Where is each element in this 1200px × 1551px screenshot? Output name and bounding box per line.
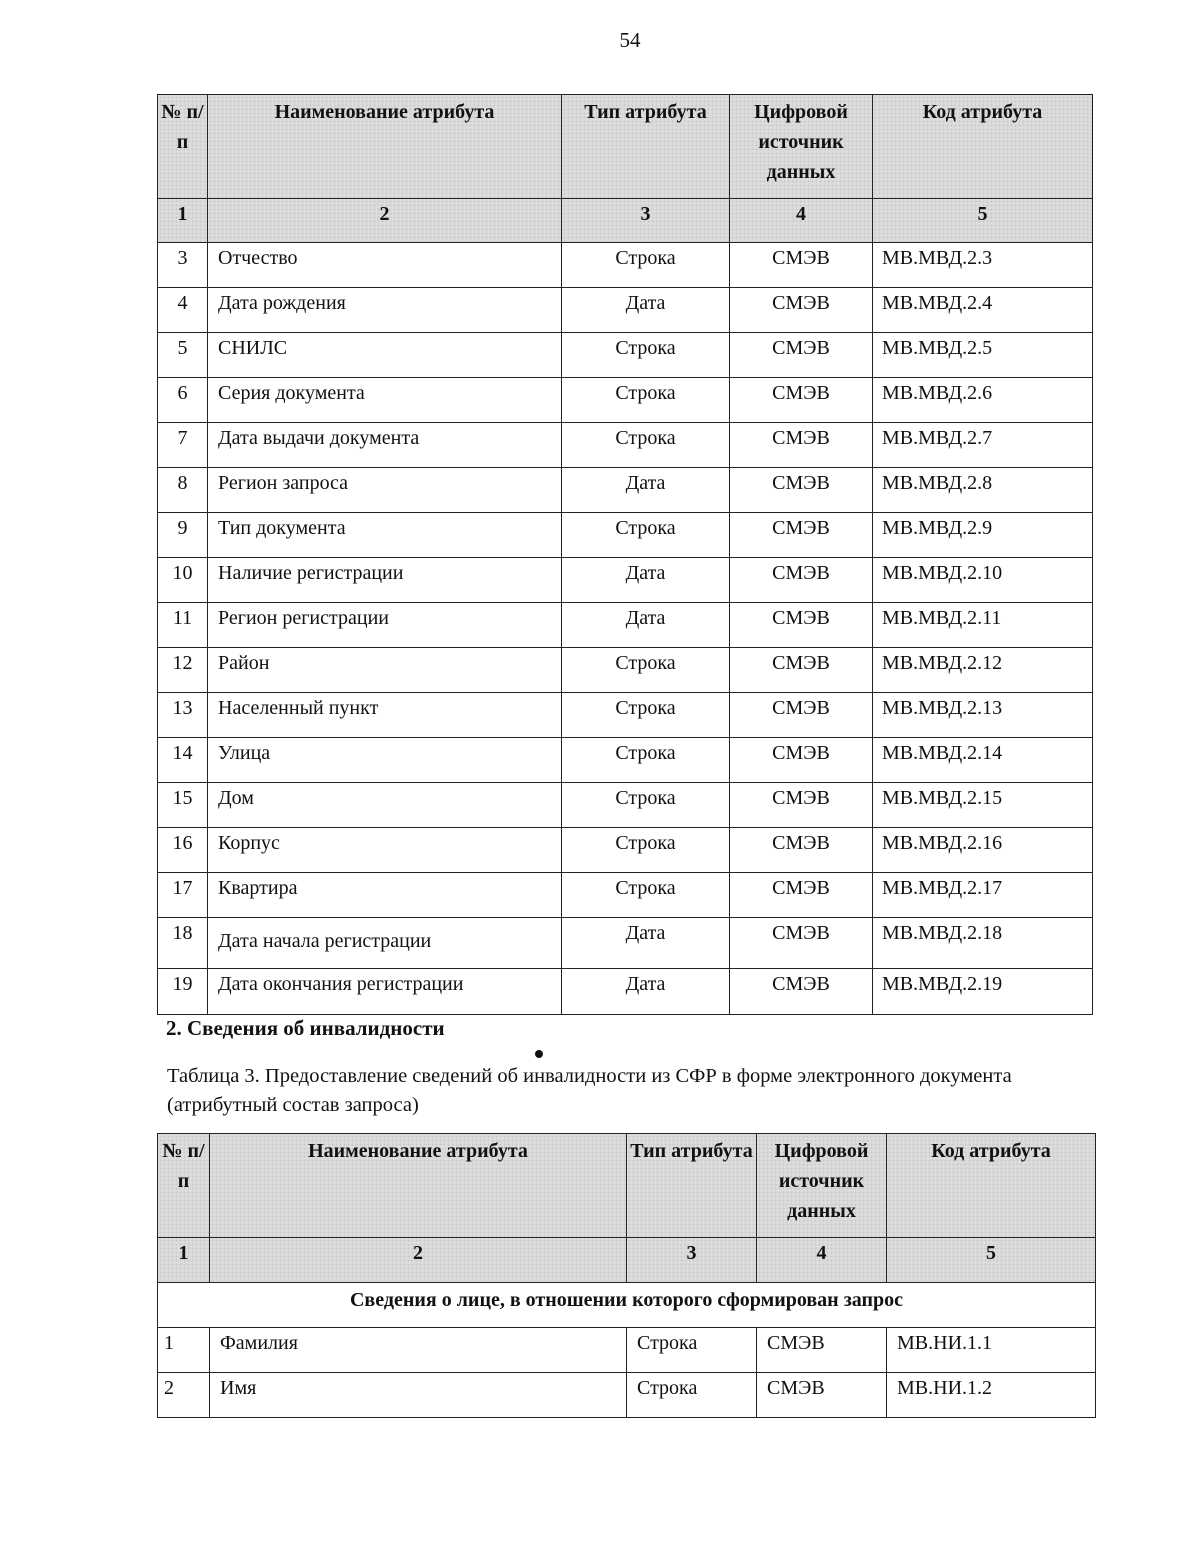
table-row: [158, 693, 1093, 738]
header-data-source: Цифровой источник данных: [757, 1134, 887, 1238]
row-number: 15: [158, 783, 208, 828]
section-heading: 2. Сведения об инвалидности: [166, 1016, 445, 1040]
data-source: СМЭВ: [730, 603, 873, 648]
header-number: № п/п: [158, 95, 208, 199]
row-number: 12: [158, 648, 208, 693]
column-number: 2: [210, 1238, 627, 1283]
attribute-code: МВ.НИ.1.1: [887, 1328, 1096, 1373]
attributes-table-mvd: [157, 94, 1093, 1015]
row-number: 6: [158, 378, 208, 423]
attribute-type: Строка: [562, 423, 730, 468]
attribute-type: Дата: [562, 603, 730, 648]
table-subheading: Сведения о лице, в отношении которого сформирован запрос: [158, 1283, 1096, 1328]
data-source: СМЭВ: [730, 423, 873, 468]
attribute-name: Наличие регистрации: [208, 558, 562, 603]
attribute-name: Дата окончания регистрации: [208, 969, 562, 1015]
column-number: 1: [158, 199, 208, 243]
data-source: СМЭВ: [730, 783, 873, 828]
row-number: 16: [158, 828, 208, 873]
table-row: [158, 738, 1093, 783]
attribute-code: МВ.НИ.1.2: [887, 1373, 1096, 1418]
attribute-name: Дата выдачи документа: [208, 423, 562, 468]
data-source: СМЭВ: [730, 243, 873, 288]
row-number: 11: [158, 603, 208, 648]
row-number: 3: [158, 243, 208, 288]
table-row: [158, 243, 1093, 288]
attribute-code: МВ.МВД.2.7: [873, 423, 1093, 468]
attribute-code: МВ.МВД.2.16: [873, 828, 1093, 873]
attribute-type: Дата: [562, 468, 730, 513]
column-number: 2: [208, 199, 562, 243]
attribute-name: Дата рождения: [208, 288, 562, 333]
table-row: [158, 918, 1093, 969]
attribute-type: Строка: [627, 1373, 757, 1418]
attribute-type: Строка: [562, 378, 730, 423]
header-number: № п/п: [158, 1134, 210, 1238]
row-number: 8: [158, 468, 208, 513]
data-source: СМЭВ: [730, 969, 873, 1015]
attribute-code: МВ.МВД.2.10: [873, 558, 1093, 603]
attribute-type: Дата: [562, 288, 730, 333]
column-number: 4: [757, 1238, 887, 1283]
column-number-row: [158, 199, 1093, 243]
table-subheading-row: [158, 1283, 1096, 1328]
column-number: 5: [873, 199, 1093, 243]
header-attribute-code: Код атрибута: [887, 1134, 1096, 1238]
stray-dot-mark: [535, 1050, 543, 1058]
table-row: [158, 1373, 1096, 1418]
attribute-name: Тип документа: [208, 513, 562, 558]
table-row: [158, 468, 1093, 513]
row-number: 14: [158, 738, 208, 783]
table-row: [158, 288, 1093, 333]
attribute-type: Строка: [627, 1328, 757, 1373]
data-source: СМЭВ: [730, 828, 873, 873]
table-row: [158, 423, 1093, 468]
data-source: СМЭВ: [757, 1373, 887, 1418]
attribute-name: Квартира: [208, 873, 562, 918]
attribute-code: МВ.МВД.2.5: [873, 333, 1093, 378]
attribute-code: МВ.МВД.2.4: [873, 288, 1093, 333]
column-number: 3: [627, 1238, 757, 1283]
table-row: [158, 828, 1093, 873]
attribute-type: Строка: [562, 333, 730, 378]
data-source: СМЭВ: [730, 918, 873, 969]
column-number-row: [158, 1238, 1096, 1283]
attribute-name: Отчество: [208, 243, 562, 288]
data-source: СМЭВ: [730, 648, 873, 693]
attribute-name: Фамилия: [210, 1328, 627, 1373]
attribute-name: Улица: [208, 738, 562, 783]
row-number: 5: [158, 333, 208, 378]
row-number: 13: [158, 693, 208, 738]
attribute-type: Строка: [562, 828, 730, 873]
data-source: СМЭВ: [730, 558, 873, 603]
attribute-code: МВ.МВД.2.19: [873, 969, 1093, 1015]
data-source: СМЭВ: [730, 468, 873, 513]
column-number: 3: [562, 199, 730, 243]
attribute-name: Регион запроса: [208, 468, 562, 513]
data-source: СМЭВ: [730, 378, 873, 423]
attribute-type: Строка: [562, 243, 730, 288]
table-row: [158, 558, 1093, 603]
attribute-type: Строка: [562, 873, 730, 918]
column-number: 5: [887, 1238, 1096, 1283]
header-attribute-type: Тип атрибута: [562, 95, 730, 199]
row-number: 1: [158, 1328, 210, 1373]
attribute-type: Строка: [562, 648, 730, 693]
attribute-name: Дом: [208, 783, 562, 828]
attribute-type: Строка: [562, 693, 730, 738]
table-row: [158, 603, 1093, 648]
header-attribute-name: Наименование атрибута: [210, 1134, 627, 1238]
attribute-type: Строка: [562, 783, 730, 828]
attribute-name: Корпус: [208, 828, 562, 873]
table-caption: Таблица 3. Предоставление сведений об инвалидности из СФР в форме электронного документа (атрибутный состав запроса): [167, 1065, 1012, 1116]
table-row: [158, 333, 1093, 378]
row-number: 9: [158, 513, 208, 558]
attributes-table-disability: [157, 1133, 1096, 1418]
row-number: 17: [158, 873, 208, 918]
attribute-name: Имя: [210, 1373, 627, 1418]
attribute-name: Регион регистрации: [208, 603, 562, 648]
attribute-code: МВ.МВД.2.15: [873, 783, 1093, 828]
attribute-type: Строка: [562, 738, 730, 783]
attribute-code: МВ.МВД.2.13: [873, 693, 1093, 738]
data-source: СМЭВ: [730, 288, 873, 333]
header-attribute-type: Тип атрибута: [627, 1134, 757, 1238]
attribute-code: МВ.МВД.2.18: [873, 918, 1093, 969]
row-number: 7: [158, 423, 208, 468]
data-source: СМЭВ: [730, 333, 873, 378]
data-source: СМЭВ: [730, 873, 873, 918]
row-number: 2: [158, 1373, 210, 1418]
attribute-type: Строка: [562, 513, 730, 558]
attribute-name: СНИЛС: [208, 333, 562, 378]
data-source: СМЭВ: [730, 513, 873, 558]
attribute-type: Дата: [562, 918, 730, 969]
header-attribute-name: Наименование атрибута: [208, 95, 562, 199]
attribute-code: МВ.МВД.2.11: [873, 603, 1093, 648]
table-row: [158, 873, 1093, 918]
column-number: 4: [730, 199, 873, 243]
table-header-row: [158, 95, 1093, 199]
attribute-name: Серия документа: [208, 378, 562, 423]
data-source: СМЭВ: [730, 693, 873, 738]
column-number: 1: [158, 1238, 210, 1283]
attribute-code: МВ.МВД.2.8: [873, 468, 1093, 513]
row-number: 18: [158, 918, 208, 969]
table-row: [158, 648, 1093, 693]
attribute-code: МВ.МВД.2.3: [873, 243, 1093, 288]
attribute-name: Населенный пункт: [208, 693, 562, 738]
table-row: [158, 1328, 1096, 1373]
data-source: СМЭВ: [757, 1328, 887, 1373]
header-data-source: Цифровой источник данных: [730, 95, 873, 199]
header-attribute-code: Код атрибута: [873, 95, 1093, 199]
attribute-code: МВ.МВД.2.17: [873, 873, 1093, 918]
row-number: 4: [158, 288, 208, 333]
row-number: 10: [158, 558, 208, 603]
attribute-name: Район: [208, 648, 562, 693]
attribute-name: Дата начала регистрации: [208, 918, 562, 969]
table-row: [158, 969, 1093, 1015]
row-number: 19: [158, 969, 208, 1015]
attribute-code: МВ.МВД.2.14: [873, 738, 1093, 783]
table-row: [158, 513, 1093, 558]
attribute-code: МВ.МВД.2.12: [873, 648, 1093, 693]
attribute-code: МВ.МВД.2.6: [873, 378, 1093, 423]
page-number: 54: [619, 28, 641, 52]
attribute-code: МВ.МВД.2.9: [873, 513, 1093, 558]
table-row: [158, 378, 1093, 423]
data-source: СМЭВ: [730, 738, 873, 783]
table-row: [158, 783, 1093, 828]
attribute-type: Дата: [562, 969, 730, 1015]
attribute-type: Дата: [562, 558, 730, 603]
table-header-row: [158, 1134, 1096, 1238]
